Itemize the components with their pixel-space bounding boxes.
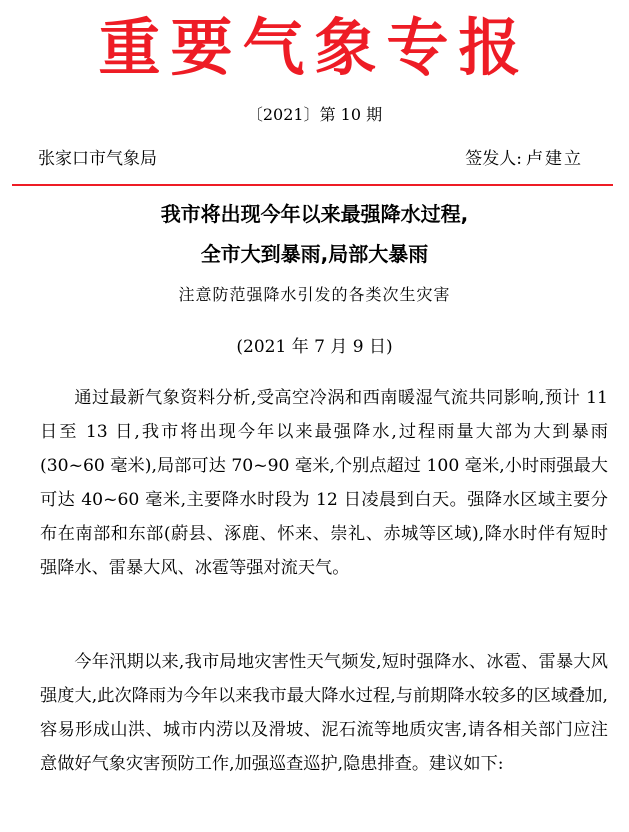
signer [465, 148, 583, 170]
signer-label: 签发人: [465, 149, 522, 169]
headline-line-2: 全市大到暴雨,局部大暴雨 [200, 242, 429, 266]
masthead-title: 重要气象专报 [98, 11, 531, 84]
report-date: (2021 年 7 月 9 日) [236, 337, 393, 357]
signer-name: 卢建立 [526, 149, 583, 169]
body-paragraph-2: 今年汛期以来,我市局地灾害性天气频发,短时强降水、冰雹、雷暴大风强度大,此次降雨为今年以来我市最大降水过程,与前期降水较多的区域叠加,容易形成山洪、城市内涝以及滑坡、泥石流等地质灾害,请各相关部门应注意做好气象灾害预防工作,加强巡查巡护,隐患排查。建议如下: [40, 652, 608, 774]
headline-line-1: 我市将出现今年以来最强降水过程, [160, 202, 469, 226]
header-divider [12, 184, 613, 186]
subtitle: 注意防范强降水引发的各类次生灾害 [178, 285, 451, 304]
body-paragraph-1: 通过最新气象资料分析,受高空冷涡和西南暖湿气流共同影响,预计 11 日至 13 日,我市将出现今年以来最强降水,过程雨量大部为大到暴雨(30~60 毫米),局部可达 70~90 毫米,个别点超过 100 毫米,小时雨强最大可达 40~60 毫米,主要降水时段为 12 日凌晨到白天。强降水区域主要分布在南部和东部(蔚县、涿鹿、怀来、崇礼、赤城等区域),降水时伴有短时强降水、雷暴大风、冰雹等强对流天气。 [40, 388, 608, 578]
issuing-agency: 张家口市气象局 [38, 149, 157, 169]
issue-number: 〔2021〕第 10 期 [246, 105, 383, 124]
